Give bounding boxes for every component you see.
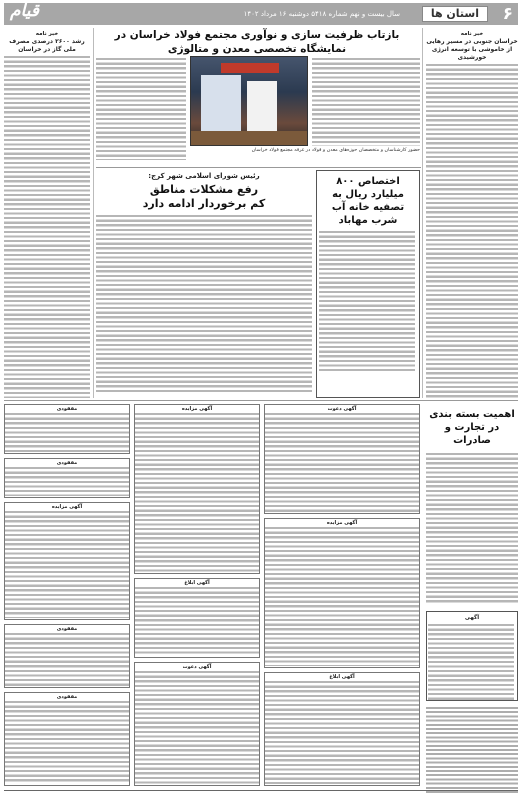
ad-title: آگهی مزایده [181,406,213,412]
column-divider [93,28,94,398]
main-headline: بازتاب ظرفیت سازی و نوآوری مجتمع فولاد خراسان در نمایشگاه تخصصی معدن و متالوژی [114,29,400,55]
mahabad-story [316,170,420,398]
packaging-headline: اهمیت بسته بندی در تجارت و صادرات [429,409,515,446]
center-story [96,170,312,398]
ad-title: آگهی دعوت [327,406,357,412]
page-number: ۶ [502,4,513,24]
ad-notice [264,672,420,786]
issue-meta: سال بیست و نهم شماره ۵۴۱۸ دوشنبه ۱۶ مرداد ۱۴۰۲ [243,10,400,18]
column-label: خبر نامه [460,31,484,37]
article-body [4,56,90,398]
ad-title: مفقودی [56,460,78,466]
center-story-body [96,215,312,393]
ad-title: آگهی ابلاغ [329,674,355,680]
ad-title: مفقودی [56,626,78,632]
section-title: استان ها [422,6,488,22]
packaging-story [426,404,518,788]
left-column-story [4,30,90,398]
notice-box [426,611,518,701]
ad-lost-document [4,624,130,688]
center-kicker: رئیس شورای اسلامی شهر کرج: [148,172,260,180]
ad-lost-document [4,692,130,786]
ad-title: مفقودی [56,406,78,412]
left-column-headline: رشد ۲۶۰۰ درصدی مصرف ملی گاز در خراسان [9,38,85,53]
main-story-body [312,58,420,146]
ad-title: آگهی مزایده [326,520,358,526]
section-divider [96,167,421,168]
ad-notice [264,518,420,668]
section-divider [4,400,518,401]
photo-caption: حضور کارشناسان و متخصصان حوزه‌های معدن و فولاد در غرفه مجتمع فولاد خراسان [251,148,420,153]
ad-title: مفقودی [56,694,78,700]
ad-lost-document [4,458,130,498]
footer-rule [4,790,518,791]
mahabad-body [319,231,415,371]
ad-notice [134,662,260,786]
article-body [426,64,518,398]
ad-lost-document [4,404,130,454]
newspaper-logo: قیام [10,1,39,21]
ad-notice [264,404,420,514]
center-headline-line2: کم برخوردار ادامه دارد [142,197,266,210]
masthead [4,3,518,25]
right-column-headline: خراسان جنوبی در مسیر رهایی از خاموشی با توسعه انرژی خورشیدی [426,38,518,61]
notice-label: آگهی [464,615,480,621]
notice-body [426,707,518,793]
ad-notice [134,578,260,658]
column-label: خبر نامه [35,31,59,37]
main-story-body-continued [96,58,186,160]
ad-title: آگهی ابلاغ [184,580,210,586]
right-column-story [426,30,518,398]
ad-title: آگهی دعوت [182,664,212,670]
ad-notice [134,404,260,574]
mahabad-headline: اختصاص ۸۰۰ میلیارد ریال به تصفیه خانه آب شرب مهاباد [331,176,405,226]
column-divider [422,28,423,398]
ad-title: آگهی مزایده [51,504,83,510]
ad-notice [4,502,130,620]
center-headline-line1: رفع مشکلات مناطق [149,183,259,196]
exhibition-photo [190,56,308,146]
packaging-body [426,453,518,603]
